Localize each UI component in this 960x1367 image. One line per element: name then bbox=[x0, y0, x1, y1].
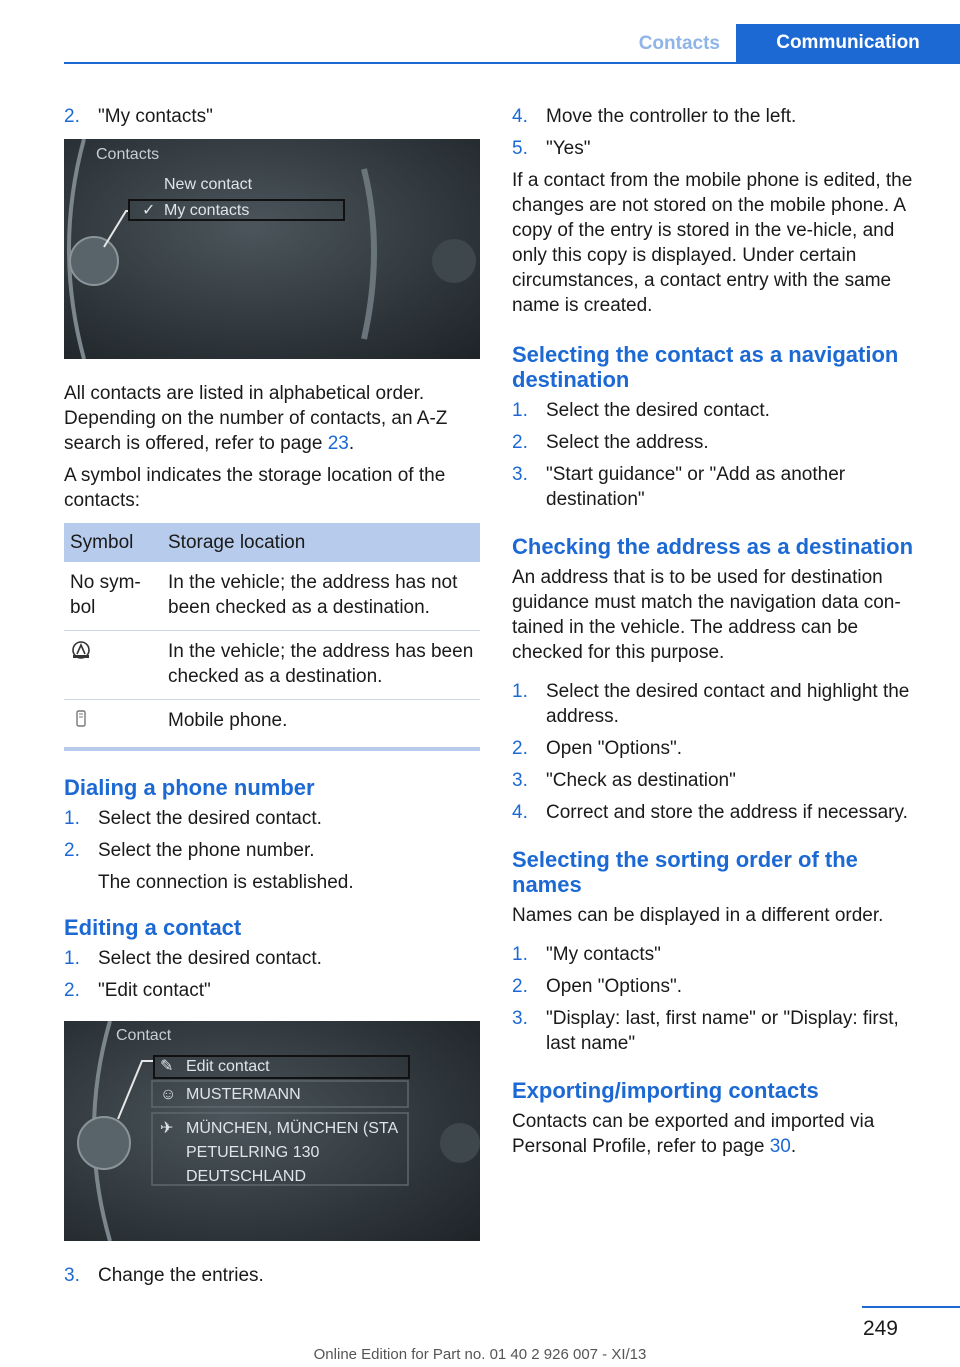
step-text: "Yes" bbox=[546, 138, 591, 159]
step-number: 5. bbox=[512, 138, 528, 159]
paragraph-mobile-edit: If a contact from the mobile phone is edited, the changes are not stored on the mobile phone. A copy of the entry is stored in the ve-hicle, and only this copy is displayed. Under certain circumstances, a contact entry with the same name is created. bbox=[512, 170, 913, 316]
step-number: 2. bbox=[512, 976, 528, 997]
left-column bbox=[64, 104, 480, 1295]
heading-navigation: Selecting the contact as a navigation destination bbox=[512, 342, 899, 392]
idrive-screenshot-edit-contact bbox=[64, 1021, 480, 1241]
screen-background bbox=[64, 139, 480, 359]
table-cell: No sym-bol bbox=[64, 562, 162, 631]
step-item bbox=[512, 800, 928, 825]
column-header-storage: Storage location bbox=[162, 523, 480, 562]
paragraph-alphabetical bbox=[64, 381, 480, 456]
table-cell: In the vehicle; the address has not been checked as a destination. bbox=[162, 562, 480, 631]
screen-title-contacts: Contacts bbox=[96, 146, 160, 163]
step-number: 2. bbox=[64, 840, 80, 861]
step-number: 2. bbox=[512, 432, 528, 453]
step-text: Open "Options". bbox=[546, 738, 683, 759]
step-number: 3. bbox=[512, 770, 528, 791]
storage-location-table bbox=[64, 523, 480, 751]
column-header-symbol: Symbol bbox=[64, 523, 162, 562]
page-link-23[interactable]: 23 bbox=[327, 433, 349, 454]
step-number: 1. bbox=[512, 400, 528, 421]
table-cell: In the vehicle; the address has been checked as a destination. bbox=[162, 631, 480, 700]
paragraph-text: . bbox=[348, 433, 355, 454]
step-item bbox=[512, 462, 928, 512]
step-number: 4. bbox=[512, 106, 528, 127]
step-number: 3. bbox=[512, 464, 528, 485]
step-number: 1. bbox=[64, 808, 80, 829]
menu-item-edit-contact: Edit contact bbox=[186, 1058, 270, 1075]
step-number: 1. bbox=[64, 948, 80, 969]
step-text: Select the desired contact. bbox=[546, 400, 770, 421]
step-text: "My contacts" bbox=[98, 106, 213, 127]
step-item bbox=[512, 768, 928, 793]
heading-dialing: Dialing a phone number bbox=[64, 775, 315, 800]
page-number: 249 bbox=[862, 1317, 898, 1340]
step-item bbox=[512, 430, 928, 455]
step-item bbox=[512, 974, 928, 999]
step-number: 2. bbox=[64, 980, 80, 1001]
address-line: MÜNCHEN, MÜNCHEN (STA bbox=[186, 1120, 399, 1137]
paragraph-symbol: A symbol indicates the storage location of the contacts: bbox=[64, 465, 446, 511]
check-icon: ✓ bbox=[142, 202, 156, 219]
screen-title-contact: Contact bbox=[116, 1027, 172, 1044]
right-column bbox=[512, 104, 928, 1166]
step-number: 1. bbox=[512, 944, 528, 965]
step-item bbox=[64, 1263, 480, 1288]
step-text: Move the controller to the left. bbox=[546, 106, 797, 127]
table-row bbox=[64, 631, 480, 700]
person-icon: ☺ bbox=[160, 1086, 177, 1103]
step-item bbox=[512, 398, 928, 423]
step-item bbox=[512, 104, 928, 129]
step-item bbox=[512, 679, 928, 729]
step-text: "Edit contact" bbox=[98, 980, 211, 1001]
step-text: "Check as destination" bbox=[546, 770, 736, 791]
mobile-phone-icon bbox=[64, 700, 162, 750]
step-number: 4. bbox=[512, 802, 528, 823]
paragraph-sort: Names can be displayed in a different order. bbox=[512, 905, 884, 926]
page-number-rule bbox=[862, 1306, 960, 1308]
paragraph-text: All contacts are listed in alphabetical order. Depending on the number of contacts, an A-Z search is offered, refer to page bbox=[64, 383, 448, 454]
paragraph-check: An address that is to be used for destination guidance must match the navigation data con-tained in the vehicle. The address can be checked for this purpose. bbox=[512, 567, 901, 663]
heading-editing: Editing a contact bbox=[64, 915, 242, 940]
step-text: Change the entries. bbox=[98, 1265, 264, 1286]
step-number: 1. bbox=[512, 681, 528, 702]
step-note: The connection is established. bbox=[98, 872, 354, 893]
step-item bbox=[64, 838, 480, 863]
step-item bbox=[512, 942, 928, 967]
header-section[interactable]: Contacts bbox=[638, 33, 720, 54]
header-chapter[interactable]: Communication bbox=[736, 24, 960, 62]
address-icon: ✈ bbox=[160, 1120, 174, 1137]
step-item bbox=[512, 136, 928, 161]
paragraph-export bbox=[512, 1109, 928, 1159]
table-cell: Mobile phone. bbox=[162, 700, 480, 750]
step-text: Select the desired contact and highlight the address. bbox=[546, 681, 910, 727]
contact-name: MUSTERMANN bbox=[186, 1086, 301, 1103]
step-number: 3. bbox=[64, 1265, 80, 1286]
paragraph-text: Contacts can be exported and imported via Personal Profile, refer to page bbox=[512, 1111, 875, 1157]
step-text: "Display: last, first name" or "Display: first, last name" bbox=[546, 1008, 899, 1054]
step-number: 2. bbox=[512, 738, 528, 759]
step-text: Select the desired contact. bbox=[98, 948, 322, 969]
pencil-icon: ✎ bbox=[160, 1058, 174, 1075]
heading-sorting: Selecting the sorting order of the names bbox=[512, 847, 858, 897]
footer-edition: Online Edition for Part no. 01 40 2 926 007 - XI/13 bbox=[313, 1346, 647, 1363]
menu-item-new-contact: New contact bbox=[164, 176, 253, 193]
step-text: "Start guidance" or "Add as another destination" bbox=[546, 464, 846, 510]
step-item bbox=[512, 736, 928, 761]
step-number: 3. bbox=[512, 1008, 528, 1029]
address-line: DEUTSCHLAND bbox=[186, 1168, 307, 1185]
paragraph-text: . bbox=[790, 1136, 797, 1157]
step-item bbox=[64, 978, 480, 1003]
table-header-row bbox=[64, 523, 480, 562]
heading-export: Exporting/importing contacts bbox=[512, 1078, 819, 1103]
heading-check-destination: Checking the address as a destination bbox=[512, 534, 914, 559]
step-item bbox=[64, 104, 480, 129]
step-text: "My contacts" bbox=[546, 944, 661, 965]
step-text: Select the address. bbox=[546, 432, 709, 453]
table-row bbox=[64, 700, 480, 750]
address-line: PETUELRING 130 bbox=[186, 1144, 320, 1161]
step-number: 2. bbox=[64, 106, 80, 127]
menu-item-my-contacts: My contacts bbox=[164, 202, 250, 219]
step-text: Select the desired contact. bbox=[98, 808, 322, 829]
page-header bbox=[64, 24, 960, 64]
navigation-check-icon bbox=[64, 631, 162, 700]
step-item bbox=[512, 1006, 928, 1056]
step-item bbox=[64, 806, 480, 831]
step-item bbox=[64, 946, 480, 971]
idrive-screenshot-contacts bbox=[64, 139, 480, 359]
step-text: Select the phone number. bbox=[98, 840, 315, 861]
table-row bbox=[64, 562, 480, 631]
page-link-30[interactable]: 30 bbox=[769, 1136, 791, 1157]
step-text: Open "Options". bbox=[546, 976, 683, 997]
step-text: Correct and store the address if necessary. bbox=[546, 802, 908, 823]
